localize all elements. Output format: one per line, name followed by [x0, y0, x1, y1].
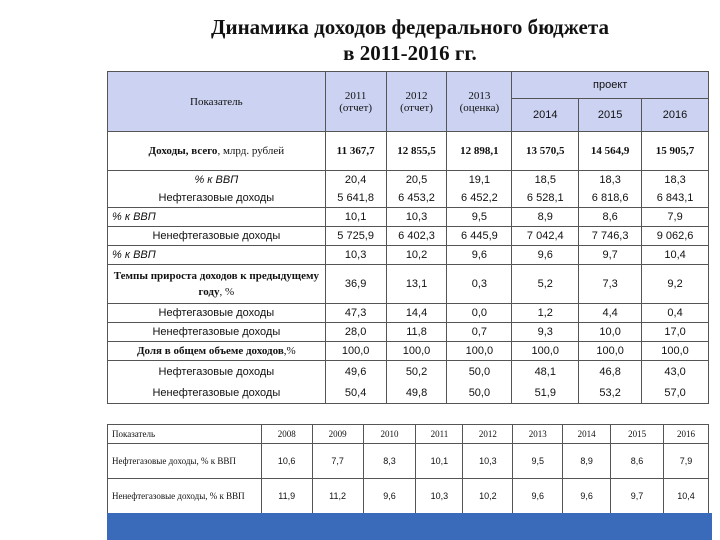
row-label: Темпы прироста доходов к предыдущему году, %: [108, 265, 326, 304]
table-row: [108, 342, 709, 361]
table-cell: 7 042,4: [512, 227, 579, 246]
page-subtitle: в 2011-2016 гг.: [343, 41, 477, 65]
table-cell: 100,0: [325, 342, 386, 361]
table-cell: 9,6: [513, 479, 563, 514]
table-cell: 9 062,6: [642, 227, 709, 246]
table-cell: 6 453,2: [386, 189, 447, 208]
table-cell: 100,0: [579, 342, 642, 361]
table-cell: 11,8: [386, 323, 447, 342]
table-cell: 10,3: [325, 246, 386, 265]
table-row: [108, 132, 709, 171]
table-row: [108, 361, 709, 383]
table-cell: 57,0: [642, 382, 709, 404]
row-label: Доля в общем объеме доходов,%: [108, 342, 326, 361]
table-cell: 10,4: [664, 479, 709, 514]
header-cell: 2011: [416, 425, 463, 444]
table-cell: 46,8: [579, 361, 642, 383]
table-cell: 0,7: [447, 323, 512, 342]
header-2014: 2014: [512, 99, 579, 132]
table-cell: 7 746,3: [579, 227, 642, 246]
table-cell: 9,5: [447, 208, 512, 227]
table-cell: 9,5: [513, 444, 563, 479]
table-cell: 10,2: [463, 479, 513, 514]
header-indicator: Показатель: [108, 72, 326, 132]
table-cell: 7,9: [664, 444, 709, 479]
table-cell: 9,7: [611, 479, 664, 514]
table-cell: 48,1: [512, 361, 579, 383]
table-cell: 10,4: [642, 246, 709, 265]
table-cell: 8,9: [563, 444, 611, 479]
table-cell: 10,2: [386, 246, 447, 265]
table-row: [108, 323, 709, 342]
table-cell: 20,4: [325, 171, 386, 190]
table-cell: 14,4: [386, 304, 447, 323]
table-cell: 9,6: [512, 246, 579, 265]
table-row: [108, 444, 709, 479]
row-label: Ненефтегазовые доходы, % к ВВП: [108, 479, 262, 514]
header-project: проект: [512, 72, 709, 99]
table-row: [108, 208, 709, 227]
budget-revenue-table: [107, 71, 709, 404]
table-cell: 11,2: [312, 479, 363, 514]
header-2015: 2015: [579, 99, 642, 132]
table-cell: 47,3: [325, 304, 386, 323]
table-cell: 14 564,9: [579, 132, 642, 171]
header-cell: 2015: [611, 425, 664, 444]
table-cell: 6 843,1: [642, 189, 709, 208]
table-cell: 10,3: [463, 444, 513, 479]
table-cell: 8,6: [579, 208, 642, 227]
table-cell: 8,6: [611, 444, 664, 479]
table-cell: 8,9: [512, 208, 579, 227]
header-cell: 2014: [563, 425, 611, 444]
table-cell: 1,2: [512, 304, 579, 323]
header-2013: 2013 (оценка): [447, 72, 512, 132]
table-cell: 5,2: [512, 265, 579, 304]
historical-share-table: [107, 424, 709, 514]
table-cell: 50,4: [325, 382, 386, 404]
table-cell: 7,3: [579, 265, 642, 304]
table-cell: 50,0: [447, 382, 512, 404]
table-cell: 6 528,1: [512, 189, 579, 208]
row-label: Ненефтегазовые доходы: [108, 382, 326, 404]
header-2012: 2012 (отчет): [386, 72, 447, 132]
table-cell: 36,9: [325, 265, 386, 304]
table-cell: 9,6: [363, 479, 416, 514]
table-cell: 0,4: [642, 304, 709, 323]
header-2016: 2016: [642, 99, 709, 132]
table-cell: 7,7: [312, 444, 363, 479]
table-cell: 6 402,3: [386, 227, 447, 246]
table-cell: 17,0: [642, 323, 709, 342]
table-cell: 12 898,1: [447, 132, 512, 171]
table-cell: 0,3: [447, 265, 512, 304]
table-cell: 12 855,5: [386, 132, 447, 171]
row-label: Нефтегазовые доходы, % к ВВП: [108, 444, 262, 479]
table-cell: 10,6: [261, 444, 312, 479]
table-cell: 10,3: [386, 208, 447, 227]
table-cell: 11,9: [261, 479, 312, 514]
header-cell: 2013: [513, 425, 563, 444]
row-label: Нефтегазовые доходы: [108, 361, 326, 383]
table-cell: 9,6: [447, 246, 512, 265]
footer-bar: [107, 513, 712, 540]
row-label: % к ВВП: [108, 171, 326, 190]
row-label: Ненефтегазовые доходы: [108, 227, 326, 246]
table-cell: 100,0: [386, 342, 447, 361]
table-cell: 100,0: [447, 342, 512, 361]
row-label: % к ВВП: [108, 246, 326, 265]
table-cell: 43,0: [642, 361, 709, 383]
table-cell: 10,3: [416, 479, 463, 514]
table-cell: 4,4: [579, 304, 642, 323]
table-cell: 10,1: [416, 444, 463, 479]
table-cell: 5 641,8: [325, 189, 386, 208]
table-header-row: [108, 425, 709, 444]
header-cell: 2009: [312, 425, 363, 444]
header-cell: 2016: [664, 425, 709, 444]
table-cell: 8,3: [363, 444, 416, 479]
table-cell: 18,3: [642, 171, 709, 190]
table-cell: 18,5: [512, 171, 579, 190]
table-row: [108, 246, 709, 265]
table-row: [108, 382, 709, 404]
row-label: % к ВВП: [108, 208, 326, 227]
table-cell: 49,6: [325, 361, 386, 383]
table-cell: 50,0: [447, 361, 512, 383]
table-cell: 6 445,9: [447, 227, 512, 246]
table-cell: 28,0: [325, 323, 386, 342]
page-title: Динамика доходов федерального бюджета: [211, 15, 609, 39]
table-cell: 9,3: [512, 323, 579, 342]
table-cell: 9,2: [642, 265, 709, 304]
table-cell: 13 570,5: [512, 132, 579, 171]
table-cell: 100,0: [512, 342, 579, 361]
row-label: Доходы, всего, млрд. рублей: [108, 132, 326, 171]
table-row: [108, 171, 709, 190]
table-cell: 50,2: [386, 361, 447, 383]
table-cell: 49,8: [386, 382, 447, 404]
table-cell: 10,0: [579, 323, 642, 342]
table-row: [108, 265, 709, 304]
table-cell: 10,1: [325, 208, 386, 227]
table-cell: 19,1: [447, 171, 512, 190]
table-cell: 6 452,2: [447, 189, 512, 208]
header-cell: 2008: [261, 425, 312, 444]
table-cell: 9,7: [579, 246, 642, 265]
table-cell: 20,5: [386, 171, 447, 190]
row-label: Нефтегазовые доходы: [108, 189, 326, 208]
row-label: Нефтегазовые доходы: [108, 304, 326, 323]
table-cell: 13,1: [386, 265, 447, 304]
table-cell: 11 367,7: [325, 132, 386, 171]
table-cell: 100,0: [642, 342, 709, 361]
row-label: Ненефтегазовые доходы: [108, 323, 326, 342]
header-cell: 2010: [363, 425, 416, 444]
table-row: [108, 189, 709, 208]
table-cell: 18,3: [579, 171, 642, 190]
table-cell: 51,9: [512, 382, 579, 404]
table-row: [108, 304, 709, 323]
table-cell: 9,6: [563, 479, 611, 514]
header-2011: 2011 (отчет): [325, 72, 386, 132]
table-cell: 6 818,6: [579, 189, 642, 208]
table-cell: 0,0: [447, 304, 512, 323]
table-cell: 5 725,9: [325, 227, 386, 246]
table-cell: 7,9: [642, 208, 709, 227]
header-cell: Показатель: [108, 425, 262, 444]
table-row: [108, 227, 709, 246]
header-cell: 2012: [463, 425, 513, 444]
table-cell: 15 905,7: [642, 132, 709, 171]
table-cell: 53,2: [579, 382, 642, 404]
table-row: [108, 479, 709, 514]
